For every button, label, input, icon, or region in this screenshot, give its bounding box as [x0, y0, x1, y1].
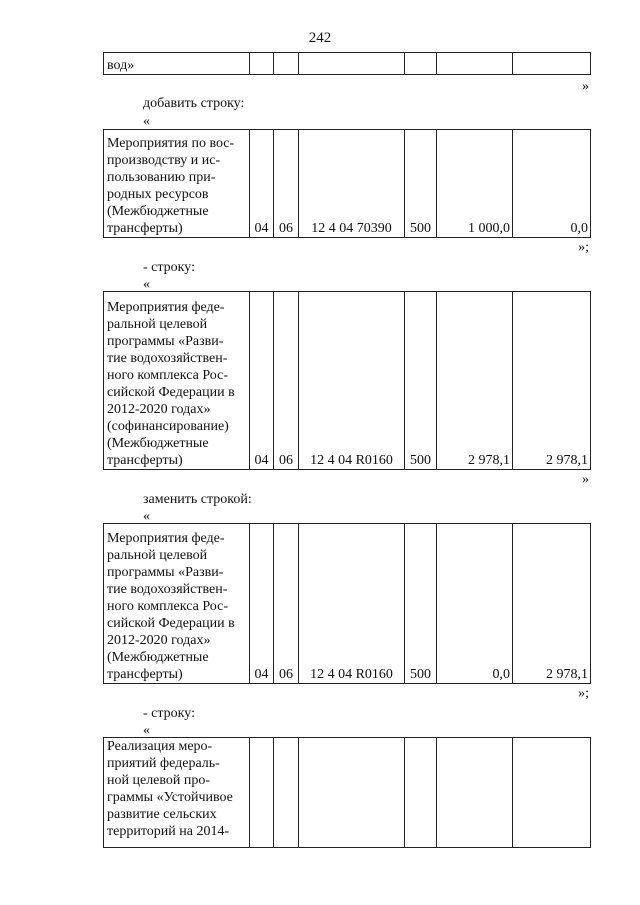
name-line: Мероприятия феде-	[107, 531, 225, 546]
table-row	[104, 524, 591, 684]
cell-sum1	[437, 53, 513, 75]
instruction-replace: заменить строкой:	[143, 492, 252, 507]
cell-rz	[250, 738, 274, 848]
name-line: приятий федераль-	[107, 756, 220, 771]
cell-pr	[274, 53, 299, 75]
table-new	[103, 523, 591, 684]
open-quote: «	[143, 114, 150, 129]
cell-vr: 500	[405, 524, 437, 684]
cell-sum1: 2 978,1	[437, 292, 513, 470]
name-line: (софинансирование)	[107, 419, 229, 434]
name-line: сийской Федерации в	[107, 385, 235, 400]
cell-sum2: 0,0	[513, 130, 591, 238]
cell-pr	[274, 738, 299, 848]
open-quote: «	[143, 723, 150, 738]
cell-sum2	[513, 738, 591, 848]
table-add	[103, 129, 591, 238]
name-line: Реализация меро-	[107, 739, 213, 754]
cell-pr: 06	[274, 524, 299, 684]
cell-sum2: 2 978,1	[513, 524, 591, 684]
close-quote: »;	[578, 240, 589, 255]
name-line: ральной целевой	[107, 548, 208, 563]
open-quote: «	[143, 509, 150, 524]
cell-vr	[405, 738, 437, 848]
name-line: ральной целевой	[107, 317, 208, 332]
instruction-row: - строку:	[143, 706, 195, 721]
cell-sum1	[437, 738, 513, 848]
close-quote: »	[582, 472, 589, 487]
name-line: ной целевой про-	[107, 773, 211, 788]
cell-name	[104, 292, 250, 470]
name-line: (Межбюджетные	[107, 436, 209, 451]
cell-name: вод»	[104, 53, 250, 75]
open-quote: «	[143, 277, 150, 292]
table-row	[104, 130, 591, 238]
cell-vr: 500	[405, 292, 437, 470]
name-line: ного комплекса Рос-	[107, 599, 228, 614]
name-line: трансферты)	[107, 221, 183, 236]
cell-rz	[250, 53, 274, 75]
table-old	[103, 291, 591, 470]
cell-vr	[405, 53, 437, 75]
table-row	[104, 53, 591, 75]
name-line: тие водохозяйствен-	[107, 351, 228, 366]
name-line: 2012-2020 годах»	[107, 402, 211, 417]
cell-sum1: 0,0	[437, 524, 513, 684]
cell-csr	[299, 53, 405, 75]
name-line: 2012-2020 годах»	[107, 633, 211, 648]
name-line: территорий на 2014-	[107, 824, 230, 839]
cell-name	[104, 738, 250, 848]
cell-rz: 04	[250, 130, 274, 238]
name-line: программы «Разви-	[107, 565, 224, 580]
cell-pr: 06	[274, 292, 299, 470]
name-line: (Межбюджетные	[107, 204, 209, 219]
cell-sum2: 2 978,1	[513, 292, 591, 470]
cell-csr: 12 4 04 R0160	[299, 292, 405, 470]
cell-csr: 12 4 04 R0160	[299, 524, 405, 684]
name-line: тие водохозяйствен-	[107, 582, 228, 597]
cell-rz: 04	[250, 292, 274, 470]
cell-pr: 06	[274, 130, 299, 238]
table-last	[103, 737, 591, 848]
instruction-row: - строку:	[143, 260, 195, 275]
name-line: пользованию при-	[107, 170, 216, 185]
table-top	[103, 52, 591, 75]
table-row	[104, 292, 591, 470]
name-line: трансферты)	[107, 667, 183, 682]
instruction-add: добавить строку:	[143, 96, 245, 111]
name-line: граммы «Устойчивое	[107, 790, 233, 805]
name-line: ного комплекса Рос-	[107, 368, 228, 383]
name-line: программы «Разви-	[107, 334, 224, 349]
name-line: Мероприятия по вос-	[107, 136, 235, 151]
cell-csr: 12 4 04 70390	[299, 130, 405, 238]
close-quote: »;	[578, 686, 589, 701]
name-line: (Межбюджетные	[107, 650, 209, 665]
name-line: Мероприятия феде-	[107, 300, 225, 315]
name-line: развитие сельских	[107, 807, 217, 822]
name-line: родных ресурсов	[107, 187, 209, 202]
close-quote: »	[582, 79, 589, 94]
table-row	[104, 738, 591, 848]
name-line: производству и ис-	[107, 153, 221, 168]
cell-csr	[299, 738, 405, 848]
page-number: 242	[308, 30, 332, 46]
cell-rz: 04	[250, 524, 274, 684]
cell-sum2	[513, 53, 591, 75]
cell-vr: 500	[405, 130, 437, 238]
cell-name	[104, 130, 250, 238]
name-line: сийской Федерации в	[107, 616, 235, 631]
cell-name	[104, 524, 250, 684]
name-line: трансферты)	[107, 453, 183, 468]
cell-sum1: 1 000,0	[437, 130, 513, 238]
